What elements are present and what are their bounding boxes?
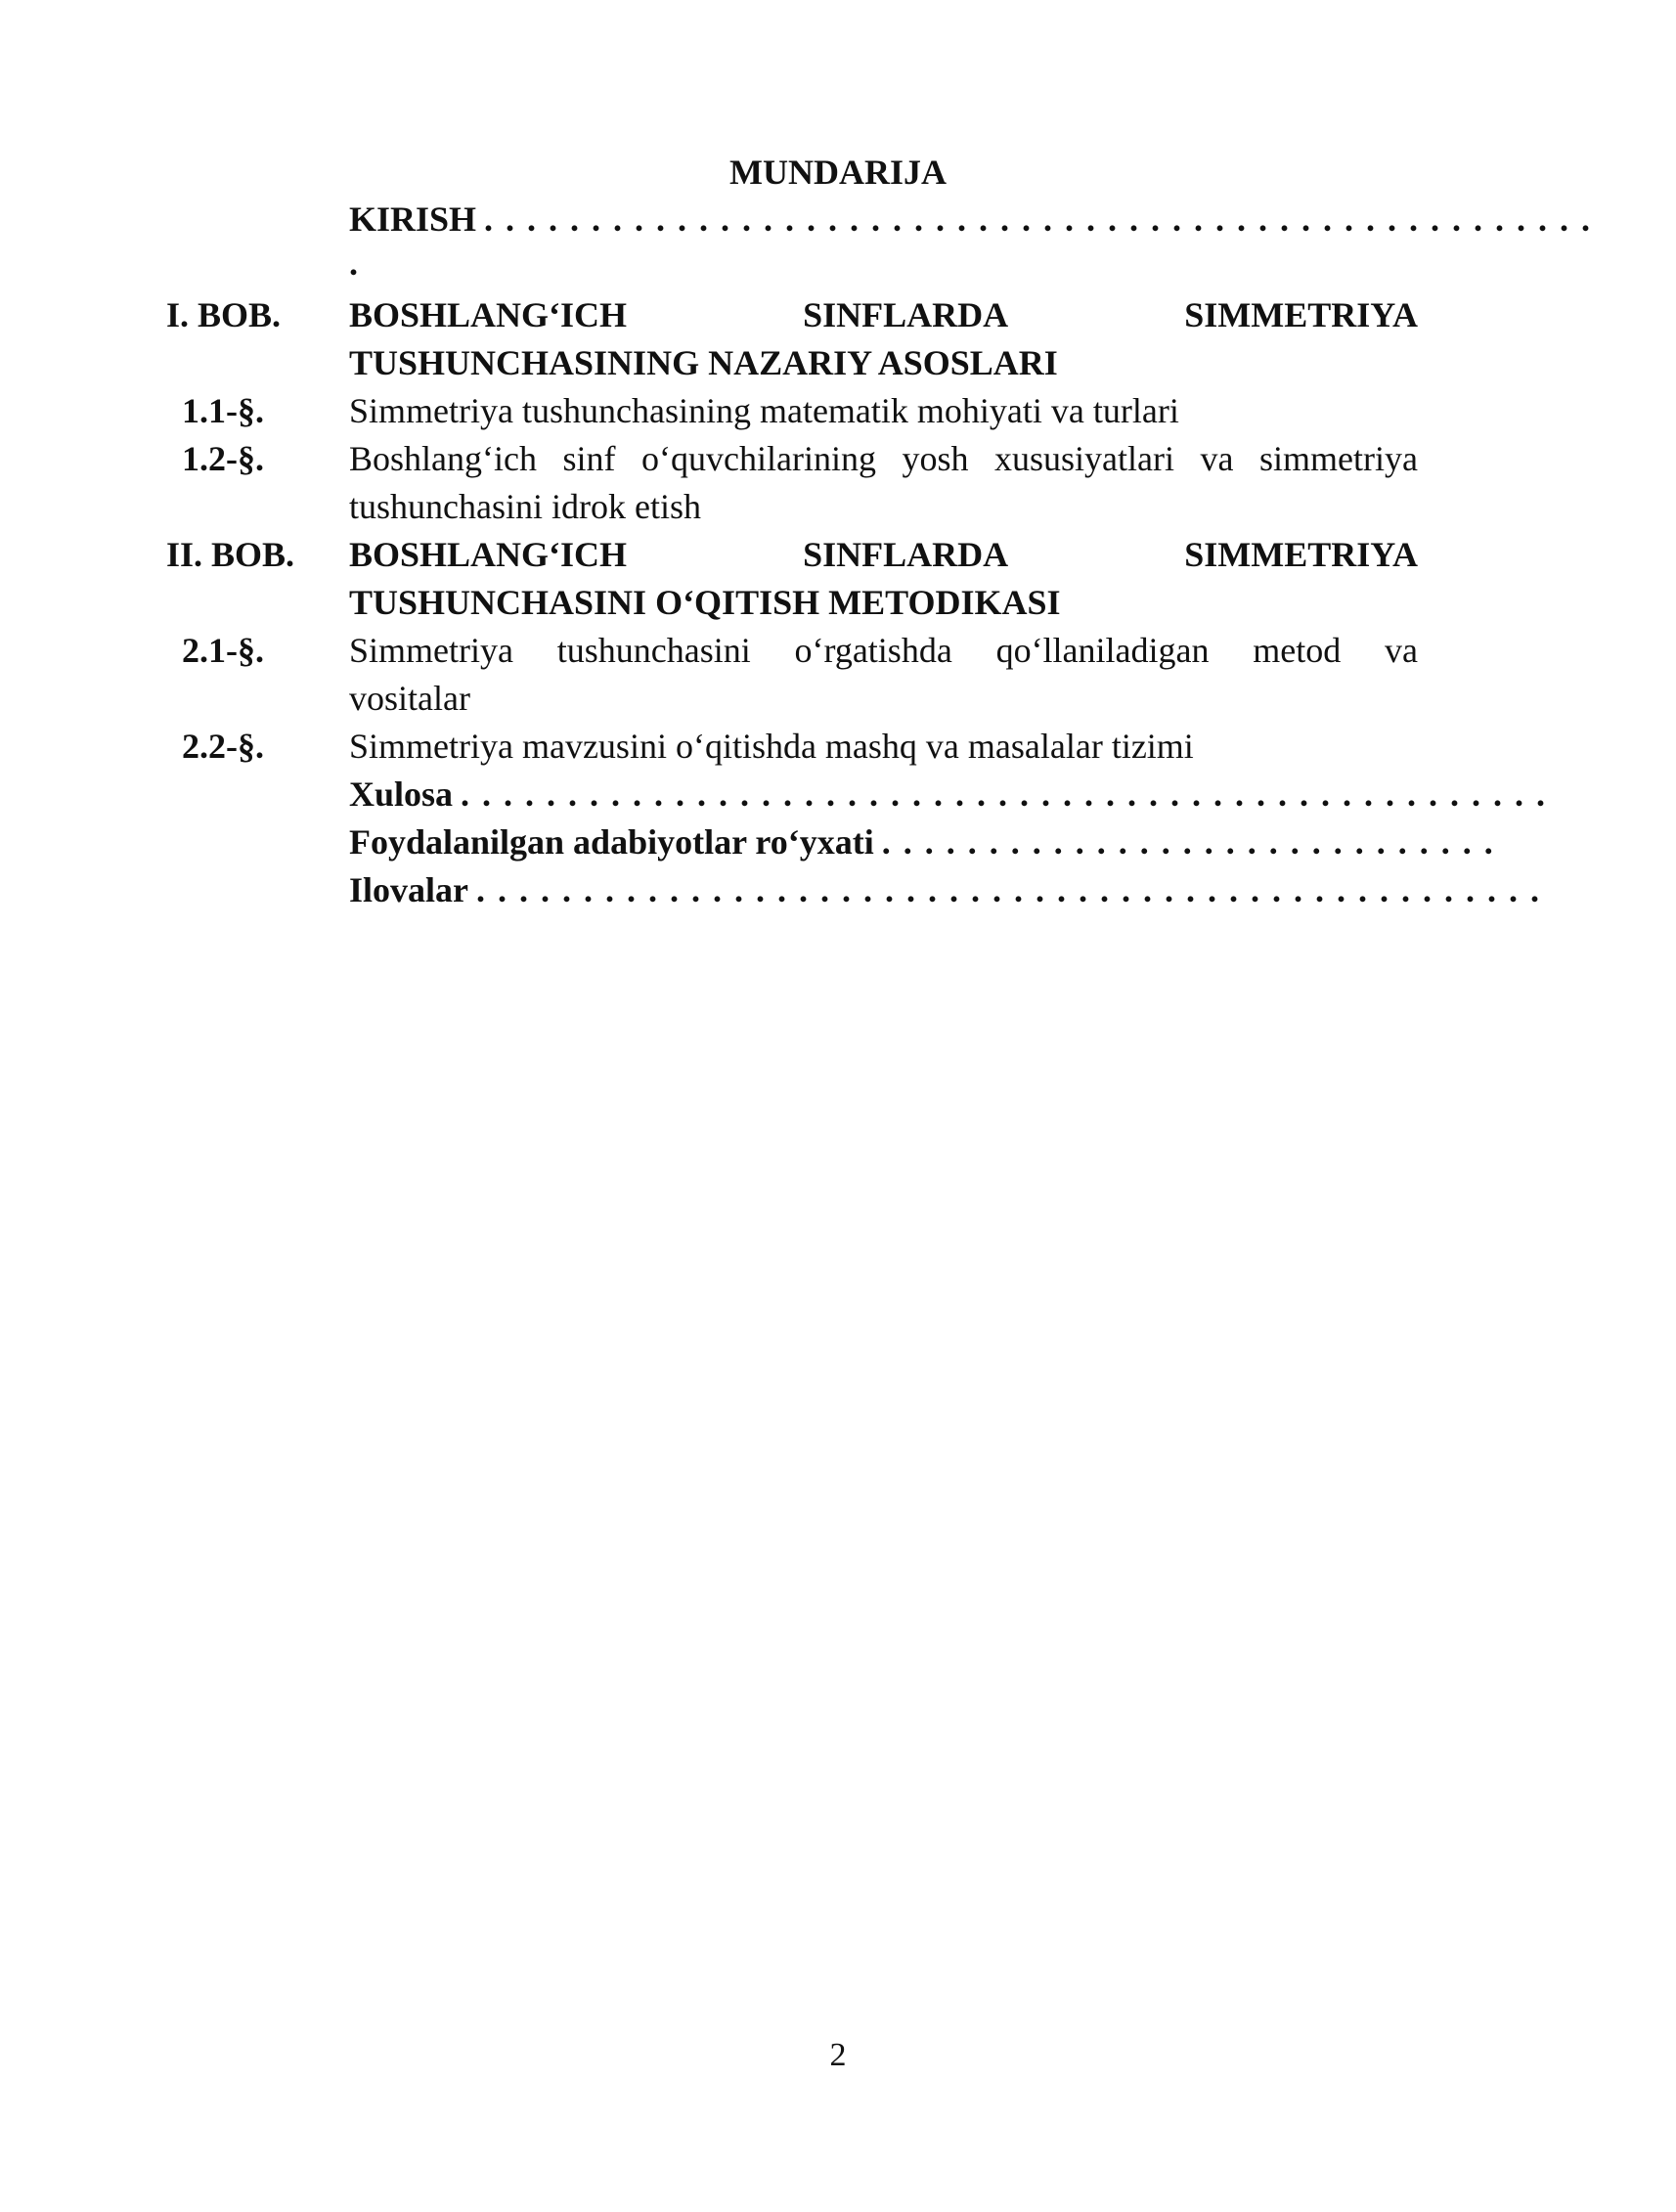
toc-entry-section-2-2[interactable]: [0, 723, 1565, 771]
dot-leader: . . . . . . . . . . . . . . . . . . . . . . . . . . . . .: [881, 822, 1495, 862]
toc-entry-chapter-1[interactable]: [0, 291, 1565, 387]
section-title-line2: tushunchasini idrok etish: [349, 487, 701, 526]
chapter-title-line1: [349, 531, 1418, 579]
word: SIMMETRIYA: [1184, 295, 1418, 334]
word: BOSHLANG‘ICH: [349, 535, 628, 574]
section-title-line1: [349, 627, 1418, 675]
section-title-line2: vositalar: [349, 679, 470, 718]
toc-entry-label: Foydalanilgan adabiyotlar ro‘yxati: [349, 822, 874, 862]
word: SINFLARDA: [803, 535, 1009, 574]
word: va: [1385, 631, 1418, 670]
toc-entry-kirish[interactable]: [0, 196, 1593, 291]
chapter-title-line2: TUSHUNCHASINING NAZARIY ASOSLARI: [349, 343, 1058, 382]
toc-entry-references[interactable]: [0, 818, 1565, 866]
word: o‘quvchilarining: [641, 439, 876, 478]
word: BOSHLANG‘ICH: [349, 295, 628, 334]
word: sinf: [562, 439, 616, 478]
word: tushunchasini: [556, 631, 751, 670]
toc-entry-label: KIRISH: [349, 199, 477, 239]
toc-entry-appendices[interactable]: [0, 866, 1565, 914]
page-number: 2: [829, 2037, 847, 2073]
word: SINFLARDA: [803, 295, 1009, 334]
dot-leader: . . . . . . . . . . . . . . . . . . . . . . . . . . . . . . . . . . . . . . . . . . . . . . . . . .: [476, 870, 1541, 909]
dot-leader: . . . . . . . . . . . . . . . . . . . . . . . . . . . . . . . . . . . . . . . . . . . . . . . . . . . .: [484, 199, 1593, 239]
section-number: 1.1-§.: [182, 391, 264, 430]
section-number: 1.2-§.: [182, 439, 264, 478]
word: SIMMETRIYA: [1184, 535, 1418, 574]
toc-entry-label: Ilovalar: [349, 870, 468, 909]
word: yosh: [902, 439, 969, 478]
section-number: 2.1-§.: [182, 631, 264, 670]
word: Simmetriya: [349, 631, 513, 670]
chapter-title-line2: TUSHUNCHASINI O‘QITISH METODIKASI: [349, 583, 1061, 622]
section-title: Simmetriya mavzusini o‘qitishda mashq va masalalar tizimi: [349, 727, 1194, 766]
word: metod: [1253, 631, 1342, 670]
chapter-number: II. BOB.: [166, 535, 295, 574]
chapter-number: I. BOB.: [166, 295, 282, 334]
toc-entry-chapter-2[interactable]: [0, 531, 1565, 627]
section-title-line1: [349, 435, 1418, 483]
word: xususiyatlari: [994, 439, 1174, 478]
toc-entry-label: Xulosa: [349, 774, 454, 814]
toc-title: MUNDARIJA: [729, 153, 947, 192]
section-title: Simmetriya tushunchasining matematik mohiyati va turlari: [349, 391, 1179, 430]
dot-leader: . . . . . . . . . . . . . . . . . . . . . . . . . . . . . . . . . . . . . . . . . . . . . . . . . . .: [461, 774, 1548, 814]
table-of-contents: [0, 196, 1593, 914]
section-number: 2.2-§.: [182, 727, 264, 766]
toc-entry-section-1-1[interactable]: [0, 387, 1565, 435]
toc-entry-section-1-2[interactable]: [0, 435, 1565, 531]
word: va: [1200, 439, 1234, 478]
word: o‘rgatishda: [794, 631, 952, 670]
toc-entry-xulosa[interactable]: [0, 771, 1565, 818]
chapter-title-line1: [349, 291, 1418, 339]
word: qo‘llaniladigan: [995, 631, 1210, 670]
word: simmetriya: [1259, 439, 1418, 478]
dot-leader-wrap: .: [349, 243, 358, 283]
word: Boshlang‘ich: [349, 439, 537, 478]
toc-entry-section-2-1[interactable]: [0, 627, 1565, 723]
